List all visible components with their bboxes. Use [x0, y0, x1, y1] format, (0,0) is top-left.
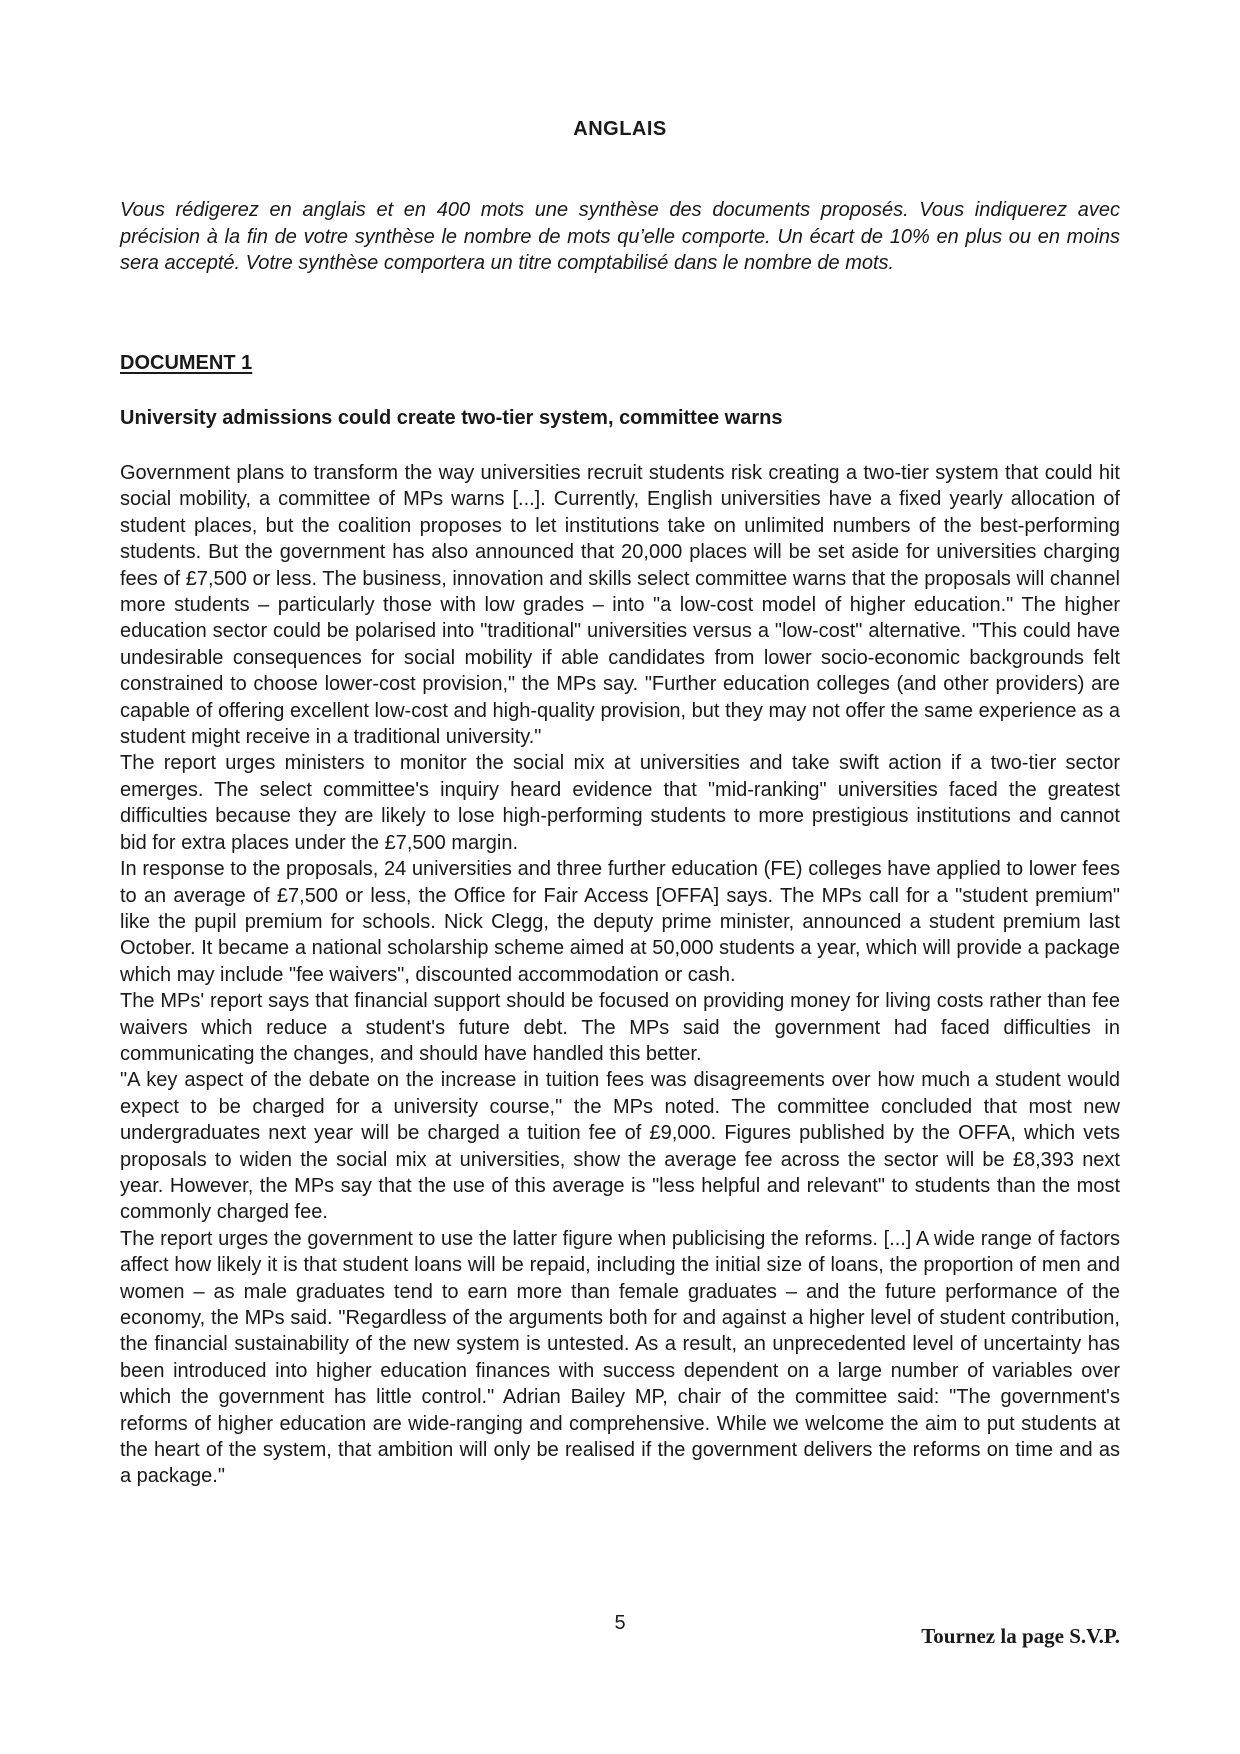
exam-instructions: Vous rédigerez en anglais et en 400 mots une synthèse des documents proposés. Vous indiquerez avec précision à la fin de votre synthèse le nombre de mots qu’elle comporte. Un écart de 10% en plus ou en moins sera accepté. Votre synthèse comportera un titre comptabilisé dans le nombre de mots.	[120, 199, 1120, 274]
article-headline: University admissions could create two-tier system, committee warns	[120, 407, 783, 429]
article-paragraph: The report urges the government to use the latter figure when publicising the reforms. [...] A wide range of factors affect how likely it is that student loans will be repaid, including the initial size of loans, the proportion of men and women – as male graduates tend to earn more than female graduates – and the future performance of the economy, the MPs said. "Regardless of the arguments both for and against a higher level of student contribution, the financial sustainability of the new system is untested. As a result, an unprecedented level of uncertainty has been introduced into higher education finances with success dependent on a large number of variables over which the government has little control." Adrian Bailey MP, chair of the committee said: "The government's reforms of higher education are wide-ranging and comprehensive. While we welcome the aim to put students at the heart of the system, that ambition will only be realised if the government delivers the reforms on time and as a package."	[120, 1227, 1120, 1488]
page-number: 5	[614, 1612, 626, 1634]
article-paragraph: The MPs' report says that financial support should be focused on providing money for living costs rather than fee waivers which reduce a student's future debt. The MPs said the government had faced difficulties in communicating the changes, and should have handled this better.	[120, 990, 1120, 1065]
article-paragraph: "A key aspect of the debate on the increase in tuition fees was disagreements over how much a student would expect to be charged for a university course," the MPs noted. The committee concluded that most new undergraduates next year will be charged a tuition fee of £9,000. Figures published by the OFFA, which vets proposals to widen the social mix at universities, show the average fee across the sector will be £8,393 next year. However, the MPs say that the use of this average is "less helpful and relevant" to students than the most commonly charged fee.	[120, 1069, 1120, 1224]
article-paragraph: Government plans to transform the way universities recruit students risk creating a two-tier system that could hit social mobility, a committee of MPs warns [...]. Currently, English universities have a fixed yearly allocation of student places, but the coalition proposes to let institutions take on unlimited numbers of the best-performing students. But the government has also announced that 20,000 places will be set aside for universities charging fees of £7,500 or less. The business, innovation and skills select committee warns that the proposals will channel more students – particularly those with low grades – into "a low-cost model of higher education." The higher education sector could be polarised into "traditional" universities versus a "low-cost" alternative. "This could have undesirable consequences for social mobility if able candidates from lower socio-economic backgrounds felt constrained to choose lower-cost provision," the MPs say. "Further education colleges (and other providers) are capable of offering excellent low-cost and high-quality provision, but they may not offer the same experience as a student might receive in a traditional university."	[120, 462, 1120, 749]
article-body	[120, 460, 1120, 1490]
subject-title: ANGLAIS	[573, 118, 667, 140]
turn-page-notice: Tournez la page S.V.P.	[921, 1624, 1120, 1648]
document-label: DOCUMENT 1	[120, 352, 253, 374]
article-paragraph: In response to the proposals, 24 universities and three further education (FE) colleges have applied to lower fees to an average of £7,500 or less, the Office for Fair Access [OFFA] says. The MPs call for a "student premium" like the pupil premium for schools. Nick Clegg, the deputy prime minister, announced a student premium last October. It became a national scholarship scheme aimed at 50,000 students a year, which will provide a package which may include "fee waivers", discounted accommodation or cash.	[120, 858, 1120, 986]
article-paragraph: The report urges ministers to monitor the social mix at universities and take swift action if a two-tier sector emerges. The select committee's inquiry heard evidence that "mid-ranking" universities faced the greatest difficulties because they are likely to lose high-performing students to more prestigious institutions and cannot bid for extra places under the £7,500 margin.	[120, 752, 1120, 854]
